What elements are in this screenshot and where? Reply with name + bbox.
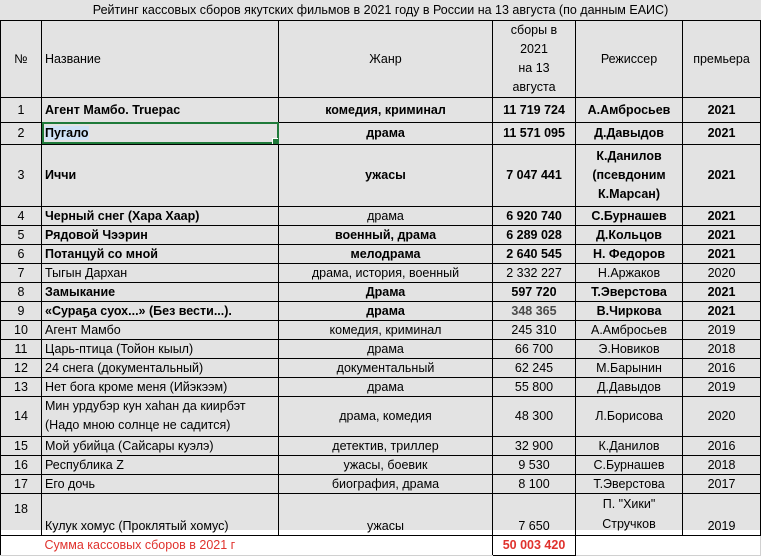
cell-title[interactable]: «Сураҕа суох...» (Без вести...). (42, 301, 279, 320)
cell-genre[interactable]: драма (279, 301, 493, 320)
cell-num[interactable]: 14 (1, 396, 42, 436)
cell-gross[interactable]: 66 700 (493, 339, 576, 358)
cell-title[interactable]: Мой убийца (Сайсары куэлэ) (42, 436, 279, 455)
table-row (1, 493, 761, 535)
cell-year[interactable]: 2021 (683, 97, 761, 122)
cell-num[interactable]: 13 (1, 377, 42, 396)
cell-director[interactable]: Д.Давыдов (576, 377, 683, 396)
cell-title[interactable]: Тыгын Дархан (42, 263, 279, 282)
cell-year[interactable]: 2021 (683, 244, 761, 263)
table-row (1, 320, 761, 339)
header-director[interactable]: Режиссер (576, 20, 683, 97)
cell-num[interactable]: 16 (1, 455, 42, 474)
table-row (1, 455, 761, 474)
cell-genre[interactable]: драма (279, 206, 493, 225)
cell-director[interactable]: А.Амбросьев (576, 97, 683, 122)
cell-year[interactable]: 2018 (683, 455, 761, 474)
table-row (1, 263, 761, 282)
cell-year[interactable]: 2020 (683, 263, 761, 282)
cell-title-text: Пугало (45, 126, 89, 140)
cell-gross[interactable]: 245 310 (493, 320, 576, 339)
cell-empty[interactable] (1, 535, 42, 555)
cell-num[interactable]: 11 (1, 339, 42, 358)
title-line: Мин урдубэр кун хаһан да киирбэт (45, 399, 246, 413)
cell-year[interactable]: 2021 (683, 206, 761, 225)
cell-title[interactable]: Республика Z (42, 455, 279, 474)
cell-title[interactable]: Рядовой Чээрин (42, 225, 279, 244)
director-line: Стручков (602, 517, 656, 531)
cell-title-selected[interactable] (42, 122, 279, 144)
cell-year[interactable]: 2019 (683, 493, 761, 535)
total-label[interactable]: Сумма кассовых сборов в 2021 г (42, 535, 279, 555)
cell-genre[interactable]: комедия, криминал (279, 320, 493, 339)
title-line: (Надо мною солнце не садится) (45, 418, 231, 432)
cell-gross[interactable]: 9 530 (493, 455, 576, 474)
cell-gross[interactable]: 62 245 (493, 358, 576, 377)
cell-title[interactable]: Царь-птица (Тойон кыыл) (42, 339, 279, 358)
table-title: Рейтинг кассовых сборов якутских фильмов в 2021 году в России на 13 августа (по данным ЕАИС) (1, 0, 761, 20)
cell-num[interactable]: 12 (1, 358, 42, 377)
cell-genre[interactable]: драма, история, военный (279, 263, 493, 282)
cell-year[interactable]: 2016 (683, 436, 761, 455)
cell-num[interactable]: 5 (1, 225, 42, 244)
cell-year[interactable]: 2016 (683, 358, 761, 377)
cell-director[interactable]: С.Бурнашев (576, 206, 683, 225)
cell-genre[interactable]: Драма (279, 282, 493, 301)
cell-gross[interactable]: 7 047 441 (493, 144, 576, 206)
cell-genre[interactable]: детектив, триллер (279, 436, 493, 455)
table-row (1, 225, 761, 244)
cell-num[interactable]: 10 (1, 320, 42, 339)
cell-genre[interactable]: комедия, криминал (279, 97, 493, 122)
cell-empty[interactable] (279, 535, 493, 555)
cell-director[interactable] (576, 144, 683, 206)
cell-year[interactable]: 2021 (683, 225, 761, 244)
cell-empty[interactable] (683, 535, 761, 555)
cell-genre[interactable]: ужасы (279, 144, 493, 206)
table-row (1, 301, 761, 320)
cell-genre[interactable]: документальный (279, 358, 493, 377)
cell-year[interactable]: 2018 (683, 339, 761, 358)
table-row (1, 244, 761, 263)
cell-genre[interactable]: ужасы, боевик (279, 455, 493, 474)
table-row (1, 474, 761, 493)
director-line: К.Марсан) (597, 186, 661, 201)
cell-director[interactable]: С.Бурнашев (576, 455, 683, 474)
table-row (1, 339, 761, 358)
header-num[interactable]: № (1, 20, 42, 97)
total-value[interactable]: 50 003 420 (493, 535, 576, 555)
cell-gross[interactable]: 48 300 (493, 396, 576, 436)
cell-num[interactable]: 8 (1, 282, 42, 301)
cell-genre[interactable]: мелодрама (279, 244, 493, 263)
cell-num[interactable]: 4 (1, 206, 42, 225)
cell-num[interactable]: 3 (1, 144, 42, 206)
cell-title[interactable] (42, 396, 279, 436)
cell-genre[interactable]: ужасы (279, 493, 493, 535)
cell-gross[interactable]: 11 719 724 (493, 97, 576, 122)
cell-year[interactable]: 2021 (683, 301, 761, 320)
cell-genre[interactable]: драма (279, 122, 493, 144)
fill-handle[interactable] (272, 138, 279, 145)
table-row (1, 144, 761, 206)
cell-title[interactable]: Потанцуй со мной (42, 244, 279, 263)
cell-num[interactable]: 17 (1, 474, 42, 493)
table-row (1, 358, 761, 377)
cell-title[interactable]: Кулук хомус (Проклятый хомус) (42, 493, 279, 535)
cell-director[interactable]: К.Данилов (576, 436, 683, 455)
table-row (1, 206, 761, 225)
cell-year[interactable]: 2019 (683, 320, 761, 339)
cell-gross[interactable]: 8 100 (493, 474, 576, 493)
cell-title[interactable]: Его дочь (42, 474, 279, 493)
header-name[interactable]: Название (42, 20, 279, 97)
cell-genre[interactable]: биография, драма (279, 474, 493, 493)
cell-gross[interactable]: 32 900 (493, 436, 576, 455)
cell-gross[interactable]: 6 289 028 (493, 225, 576, 244)
cell-num[interactable]: 18 (1, 493, 42, 535)
cell-director[interactable]: Л.Борисова (576, 396, 683, 436)
cell-director[interactable]: Д.Давыдов (576, 122, 683, 144)
table-row (1, 436, 761, 455)
header-gross-line2: на 13 августа (512, 60, 556, 94)
cell-year[interactable]: 2017 (683, 474, 761, 493)
cell-title[interactable]: Агент Мамбо (42, 320, 279, 339)
header-gross-line1: сборы в 2021 (510, 22, 558, 56)
cell-title[interactable]: 24 снега (документальный) (42, 358, 279, 377)
cell-year[interactable]: 2020 (683, 396, 761, 436)
table-row (1, 282, 761, 301)
cell-num[interactable]: 7 (1, 263, 42, 282)
cell-gross[interactable]: 55 800 (493, 377, 576, 396)
header-gross[interactable] (493, 20, 576, 97)
cell-gross[interactable]: 11 571 095 (493, 122, 576, 144)
title-row (1, 0, 761, 20)
cell-num[interactable]: 9 (1, 301, 42, 320)
cell-title[interactable]: Иччи (42, 144, 279, 206)
director-line: К.Данилов (596, 148, 662, 163)
table-row (1, 122, 761, 144)
cell-director[interactable]: М.Барынин (576, 358, 683, 377)
cell-director[interactable]: Н. Федоров (576, 244, 683, 263)
director-line: (псевдоним (592, 167, 666, 182)
cell-gross[interactable]: 348 365 (493, 301, 576, 320)
cell-director[interactable]: Э.Новиков (576, 339, 683, 358)
cell-director[interactable]: А.Амбросьев (576, 320, 683, 339)
cell-director[interactable]: Т.Эверстова (576, 282, 683, 301)
cell-director[interactable] (576, 493, 683, 535)
table-row (1, 377, 761, 396)
cell-director[interactable]: Д.Кольцов (576, 225, 683, 244)
cell-gross[interactable]: 6 920 740 (493, 206, 576, 225)
cell-genre[interactable]: драма, комедия (279, 396, 493, 436)
cell-year[interactable]: 2021 (683, 144, 761, 206)
cell-title[interactable]: Агент Мамбо. Truepac (42, 97, 279, 122)
header-premiere[interactable]: премьера (683, 20, 761, 97)
cell-director[interactable]: Н.Аржаков (576, 263, 683, 282)
cell-title[interactable]: Черный снег (Хара Хаар) (42, 206, 279, 225)
cell-num[interactable]: 6 (1, 244, 42, 263)
cell-director[interactable]: Т.Эверстова (576, 474, 683, 493)
cell-num[interactable]: 15 (1, 436, 42, 455)
cell-gross[interactable]: 2 332 227 (493, 263, 576, 282)
cell-year[interactable]: 2021 (683, 282, 761, 301)
cell-title[interactable]: Нет бога кроме меня (Ийэкээм) (42, 377, 279, 396)
cell-gross[interactable]: 2 640 545 (493, 244, 576, 263)
cell-gross[interactable]: 7 650 (493, 493, 576, 535)
cell-year[interactable]: 2021 (683, 122, 761, 144)
header-row (1, 20, 761, 97)
table-row (1, 97, 761, 122)
cell-empty[interactable] (576, 535, 683, 555)
cell-year[interactable]: 2019 (683, 377, 761, 396)
cell-genre[interactable]: военный, драма (279, 225, 493, 244)
director-line: П. "Хики" (602, 497, 656, 511)
cell-genre[interactable]: драма (279, 377, 493, 396)
table-row (1, 396, 761, 436)
cell-num[interactable]: 1 (1, 97, 42, 122)
cell-director[interactable]: В.Чиркова (576, 301, 683, 320)
cell-num[interactable]: 2 (1, 122, 42, 144)
cell-genre[interactable]: драма (279, 339, 493, 358)
header-genre[interactable]: Жанр (279, 20, 493, 97)
cell-title[interactable]: Замыкание (42, 282, 279, 301)
cell-gross[interactable]: 597 720 (493, 282, 576, 301)
total-row (1, 535, 761, 555)
